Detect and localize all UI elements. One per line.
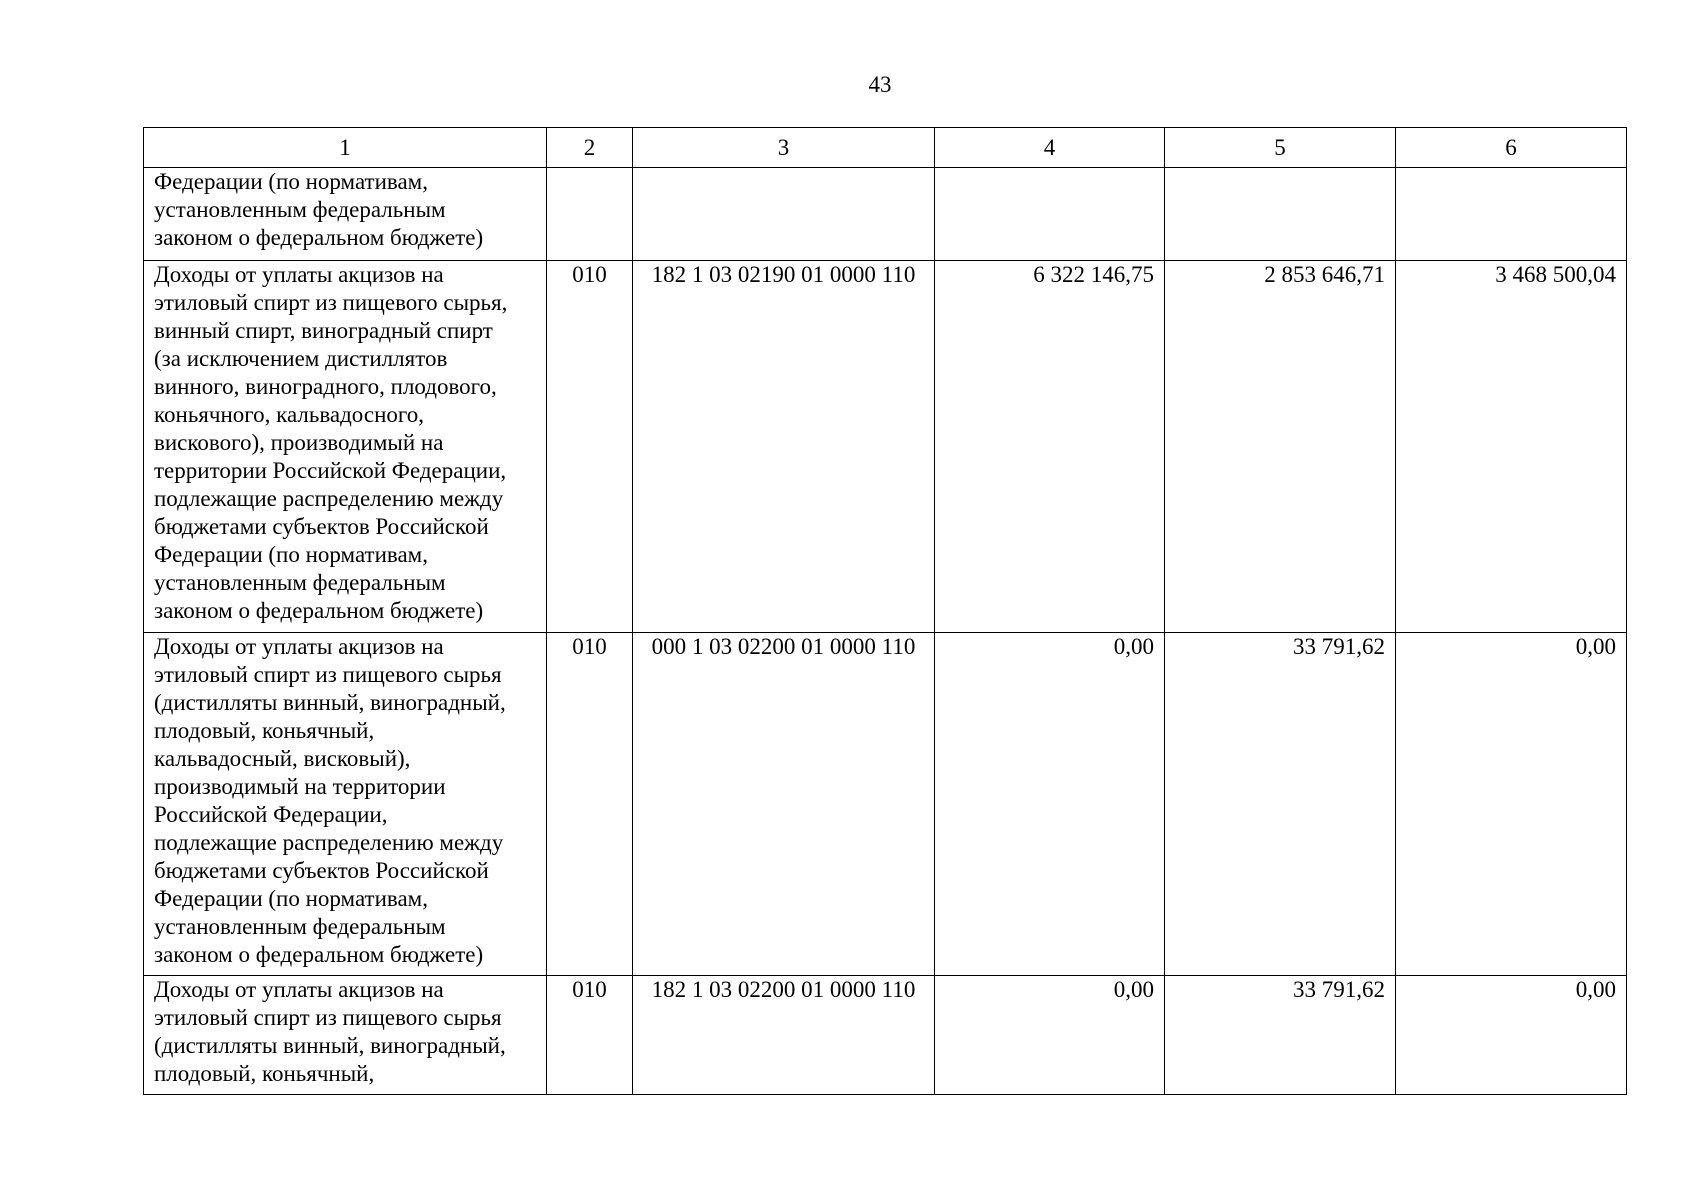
amount-col4-cell: 6 322 146,75 bbox=[935, 261, 1165, 633]
income-name-line: установленным федеральным bbox=[154, 570, 446, 595]
header-cell-4: 4 bbox=[935, 128, 1165, 168]
income-name-line: винный спирт, виноградный спирт bbox=[154, 318, 493, 343]
table-row bbox=[144, 168, 1627, 261]
amount-col6-cell: 3 468 500,04 bbox=[1396, 261, 1627, 633]
income-name-line: коньячного, кальвадосного, bbox=[154, 402, 424, 427]
budget-classification-code-cell: 182 1 03 02200 01 0000 110 bbox=[633, 976, 935, 1095]
line-code-cell bbox=[547, 168, 633, 261]
header-cell-1: 1 bbox=[144, 128, 547, 168]
income-name-line: этиловый спирт из пищевого сырья bbox=[154, 1005, 502, 1030]
budget-table bbox=[143, 127, 1627, 1095]
income-name-line: установленным федеральным bbox=[154, 914, 446, 939]
budget-classification-code-cell bbox=[633, 168, 935, 261]
amount-col5-cell: 33 791,62 bbox=[1165, 633, 1396, 976]
income-name-cell bbox=[144, 633, 547, 976]
income-name-line: Федерации (по нормативам, bbox=[154, 886, 428, 911]
income-name-cell bbox=[144, 261, 547, 633]
income-name-line: (дистилляты винный, виноградный, bbox=[154, 1033, 506, 1058]
budget-classification-code-cell: 000 1 03 02200 01 0000 110 bbox=[633, 633, 935, 976]
income-name-line: (за исключением дистиллятов bbox=[154, 346, 448, 371]
income-name-line: бюджетами субъектов Российской bbox=[154, 514, 489, 539]
income-name-line: этиловый спирт из пищевого сырья, bbox=[154, 290, 508, 315]
table-row bbox=[144, 976, 1627, 1095]
income-name-line: законом о федеральном бюджете) bbox=[154, 598, 484, 623]
income-name-cell bbox=[144, 976, 547, 1095]
amount-col5-cell: 2 853 646,71 bbox=[1165, 261, 1396, 633]
amount-col5-cell: 33 791,62 bbox=[1165, 976, 1396, 1095]
amount-col4-cell bbox=[935, 168, 1165, 261]
line-code-cell: 010 bbox=[547, 261, 633, 633]
income-name-line: Доходы от уплаты акцизов на bbox=[154, 977, 444, 1002]
income-name-line: винного, виноградного, плодового, bbox=[154, 374, 497, 399]
table-header-row bbox=[144, 128, 1627, 168]
amount-col6-cell: 0,00 bbox=[1396, 633, 1627, 976]
income-name-line: Доходы от уплаты акцизов на bbox=[154, 262, 444, 287]
income-name-line: (дистилляты винный, виноградный, bbox=[154, 690, 506, 715]
header-cell-5: 5 bbox=[1165, 128, 1396, 168]
header-cell-2: 2 bbox=[547, 128, 633, 168]
income-name-line: производимый на территории bbox=[154, 774, 446, 799]
header-cell-3: 3 bbox=[633, 128, 935, 168]
table-row bbox=[144, 261, 1627, 633]
amount-col6-cell: 0,00 bbox=[1396, 976, 1627, 1095]
income-name-line: Доходы от уплаты акцизов на bbox=[154, 634, 444, 659]
budget-classification-code-cell: 182 1 03 02190 01 0000 110 bbox=[633, 261, 935, 633]
line-code-cell: 010 bbox=[547, 976, 633, 1095]
income-name-line: законом о федеральном бюджете) bbox=[154, 942, 484, 967]
header-cell-6: 6 bbox=[1396, 128, 1627, 168]
income-name-line: Российской Федерации, bbox=[154, 802, 388, 827]
income-name-line: плодовый, коньячный, bbox=[154, 1061, 375, 1086]
income-name-line: бюджетами субъектов Российской bbox=[154, 858, 489, 883]
income-name-line: кальвадосный, висковый), bbox=[154, 746, 411, 771]
income-name-line: этиловый спирт из пищевого сырья bbox=[154, 662, 502, 687]
table-row bbox=[144, 633, 1627, 976]
page-number: 43 bbox=[868, 72, 892, 97]
line-code-cell: 010 bbox=[547, 633, 633, 976]
income-name-line: подлежащие распределению между bbox=[154, 486, 504, 511]
income-name-line: вискового), производимый на bbox=[154, 430, 444, 455]
amount-col6-cell bbox=[1396, 168, 1627, 261]
income-name-cell bbox=[144, 168, 547, 261]
amount-col4-cell: 0,00 bbox=[935, 976, 1165, 1095]
income-name-line: законом о федеральном бюджете) bbox=[154, 225, 484, 250]
income-name-line: установленным федеральным bbox=[154, 197, 446, 222]
income-name-line: плодовый, коньячный, bbox=[154, 718, 375, 743]
amount-col4-cell: 0,00 bbox=[935, 633, 1165, 976]
income-name-line: подлежащие распределению между bbox=[154, 830, 504, 855]
amount-col5-cell bbox=[1165, 168, 1396, 261]
income-name-line: Федерации (по нормативам, bbox=[154, 169, 428, 194]
income-name-line: Федерации (по нормативам, bbox=[154, 542, 428, 567]
income-name-line: территории Российской Федерации, bbox=[154, 458, 507, 483]
